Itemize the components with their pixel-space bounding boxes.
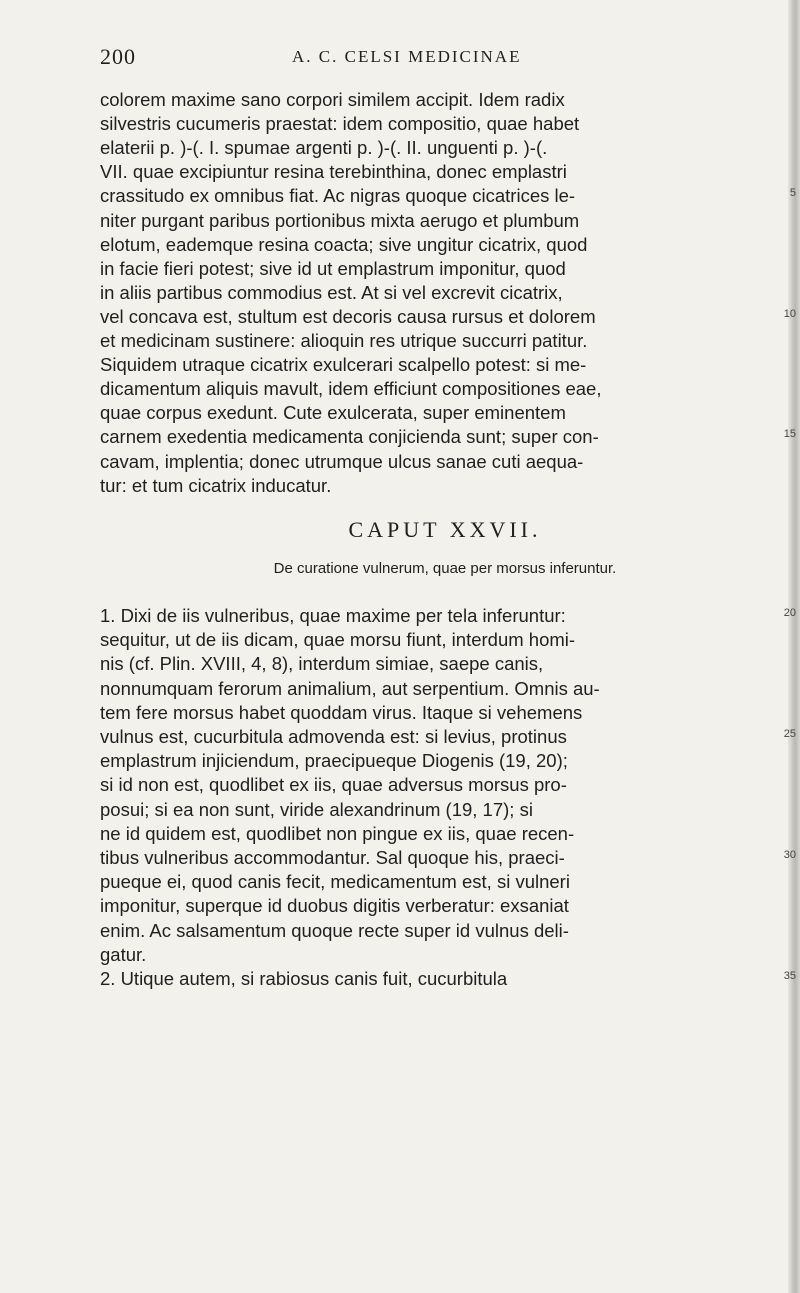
text-line xyxy=(100,943,796,967)
text-line xyxy=(100,725,796,749)
line-text: tem fere morsus habet quoddam virus. Itaque si vehemens xyxy=(100,701,583,723)
line-text: tur: et tum cicatrix inducatur. xyxy=(100,474,332,496)
text-line xyxy=(100,701,796,725)
line-text: gatur. xyxy=(100,943,147,965)
text-line xyxy=(100,919,796,943)
line-number: 15 xyxy=(783,428,796,441)
line-text: nis (cf. Plin. XVIII, 4, 8), interdum simiae, saepe canis, xyxy=(100,653,544,675)
text-line xyxy=(100,184,796,208)
text-line xyxy=(100,160,796,184)
text-line xyxy=(100,329,796,353)
text-line xyxy=(100,281,796,305)
text-line xyxy=(100,773,796,797)
line-number: 10 xyxy=(783,307,796,320)
line-text: silvestris cucumeris praestat: idem compositio, quae habet xyxy=(100,113,580,135)
text-line xyxy=(100,870,796,894)
line-text: posui; si ea non sunt, viride alexandrinum (19, 17); si xyxy=(100,798,533,820)
line-number: 25 xyxy=(783,728,796,740)
line-text: vulnus est, cucurbitula admovenda est: si levius, protinus xyxy=(100,726,567,747)
text-line xyxy=(100,377,796,401)
line-text: Siquidem utraque cicatrix exulcerari scalpello potest: si me- xyxy=(100,354,587,376)
chapter-heading: CAPUT XXVII. xyxy=(348,517,542,542)
line-text: ne id quidem est, quodlibet non pingue ex iis, quae recen- xyxy=(100,822,575,844)
chapter-subtitle: De curatione vulnerum, quae per morsus inferuntur. xyxy=(273,560,617,577)
text-line xyxy=(100,450,796,474)
line-text: colorem maxime sano corpori similem accipit. Idem radix xyxy=(100,89,565,110)
line-text: nonnumquam ferorum animalium, aut serpentium. Omnis au- xyxy=(100,677,600,699)
text-line xyxy=(100,846,796,870)
text-line xyxy=(100,136,796,160)
line-text: VII. quae excipiuntur resina terebinthina, donec emplastri xyxy=(100,161,567,183)
running-title: A. C. CELSI MEDICINAE xyxy=(292,47,522,66)
text-line xyxy=(100,112,796,136)
text-line xyxy=(100,233,796,257)
line-text: et medicinam sustinere: alioquin res utrique succurri patitur. xyxy=(100,330,588,351)
line-text: quae corpus exedunt. Cute exulcerata, super eminentem xyxy=(100,402,566,424)
text-line xyxy=(100,652,796,676)
line-text: tibus vulneribus accommodantur. Sal quoque his, praeci- xyxy=(100,847,565,868)
line-text: imponitur, superque id duobus digitis verberatur: exsaniat xyxy=(100,895,569,917)
text-line xyxy=(100,353,796,377)
line-text: elotum, eademque resina coacta; sive ungitur cicatrix, quod xyxy=(100,233,588,255)
line-text: elaterii p. )-(. I. spumae argenti p. )-(. II. unguenti p. )-(. xyxy=(100,137,548,159)
line-text: 1. Dixi de iis vulneribus, quae maxime per tela inferuntur: xyxy=(100,605,566,626)
line-text: 2. Utique autem, si rabiosus canis fuit, cucurbitula xyxy=(100,968,508,989)
text-line xyxy=(100,209,796,233)
line-number: 30 xyxy=(783,849,796,861)
text-line xyxy=(100,628,796,652)
text-line xyxy=(100,474,796,498)
line-text: emplastrum injiciendum, praecipueque Diogenis (19, 20); xyxy=(100,750,568,772)
text-line xyxy=(100,425,796,449)
line-text: carnem exedentia medicamenta conjicienda sunt; super con- xyxy=(100,426,599,448)
text-line xyxy=(100,822,796,846)
line-text: enim. Ac salsamentum quoque recte super id vulnus deli- xyxy=(100,919,569,941)
line-text: in aliis partibus commodius est. At si vel excrevit cicatrix, xyxy=(100,281,563,303)
line-number: 5 xyxy=(789,187,796,200)
text-line xyxy=(100,257,796,281)
line-number: 20 xyxy=(783,607,796,619)
page-number: 200 xyxy=(100,44,136,69)
text-line xyxy=(100,798,796,822)
line-text: dicamentum aliquis mavult, idem efficiunt compositiones eae, xyxy=(100,378,602,400)
line-number: 35 xyxy=(783,970,796,982)
text-line xyxy=(100,749,796,773)
text-line xyxy=(100,305,796,329)
text-line xyxy=(100,894,796,918)
text-line xyxy=(100,604,796,628)
text-line xyxy=(100,677,796,701)
line-text: pueque ei, quod canis fecit, medicamentum est, si vulneri xyxy=(100,871,570,893)
text-line xyxy=(100,88,796,112)
line-text: cavam, implentia; donec utrumque ulcus sanae cuti aequa- xyxy=(100,450,584,472)
line-text: in facie fieri potest; sive id ut emplastrum imponitur, quod xyxy=(100,257,566,279)
page-header xyxy=(100,44,780,74)
line-text: sequitur, ut de iis dicam, quae morsu fiunt, interdum homi- xyxy=(100,629,576,651)
text-line xyxy=(100,401,796,425)
line-text: si id non est, quodlibet ex iis, quae adversus morsus pro- xyxy=(100,774,567,796)
line-text: crassitudo ex omnibus fiat. Ac nigras quoque cicatrices le- xyxy=(100,185,576,207)
line-text: vel concava est, stultum est decoris causa rursus et dolorem xyxy=(100,305,596,327)
text-line xyxy=(100,967,796,991)
line-text: niter purgant paribus portionibus mixta aerugo et plumbum xyxy=(100,209,580,231)
